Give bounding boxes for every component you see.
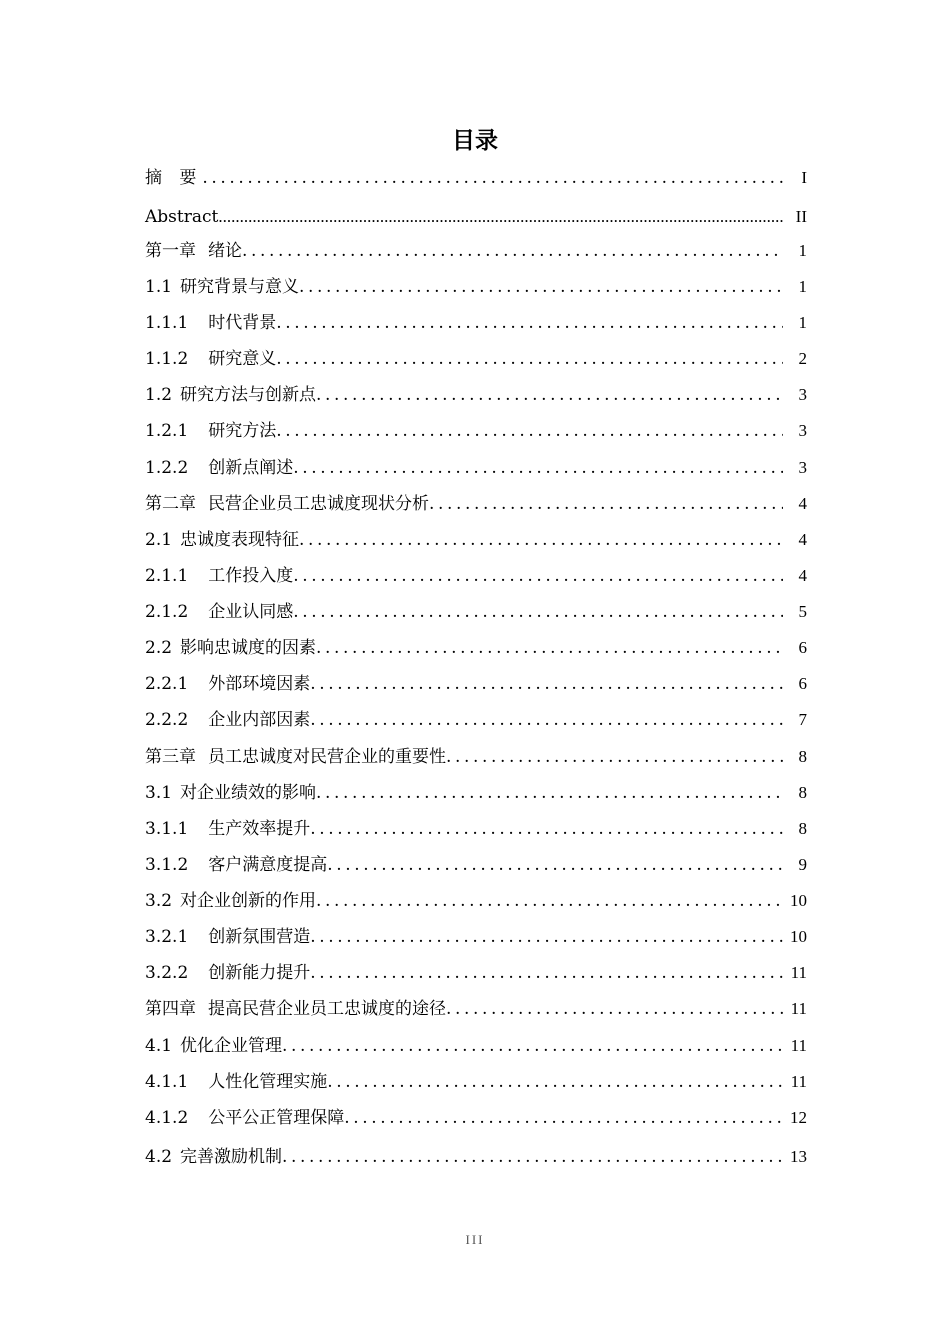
- toc-leader-dots: [316, 635, 783, 661]
- toc-entry-label: [145, 563, 293, 589]
- toc-entry-label: [145, 527, 299, 553]
- toc-entry-number: 第三章: [145, 747, 196, 767]
- toc-entry-label: [145, 1033, 282, 1059]
- toc-entry-text: 企业认同感: [208, 602, 294, 622]
- toc-entry-page-number: I: [801, 168, 807, 187]
- toc-entry-page-number: 10: [790, 927, 807, 946]
- toc-entry-number: 3.1.2: [145, 855, 189, 875]
- page-number-footer: III: [465, 1232, 485, 1247]
- toc-entry-page-number: 1: [798, 241, 807, 260]
- toc-entry-label: [145, 1105, 344, 1131]
- toc-entry-text: 优化企业管理: [180, 1036, 283, 1056]
- toc-entry-page-number: 13: [790, 1147, 807, 1166]
- toc-leader-dots: [310, 707, 783, 733]
- toc-entry-text: 公平公正管理保障: [208, 1108, 345, 1128]
- toc-leader-dots: [327, 852, 783, 878]
- toc-entry-number: 第四章: [145, 999, 196, 1019]
- toc-entry-number: 2.2.2: [145, 710, 189, 730]
- toc-leader-dots: [242, 238, 783, 264]
- toc-entry[interactable]: [145, 852, 807, 878]
- toc-entry-number: 3.2: [145, 891, 173, 911]
- toc-entry-number: 1.2.2: [145, 458, 189, 478]
- toc-entry[interactable]: [145, 563, 807, 589]
- toc-entry-page-number: 3: [798, 385, 807, 404]
- toc-entry-number: 1.1.2: [145, 349, 189, 369]
- toc-entry-label: [145, 491, 429, 517]
- toc-entry-label: [145, 310, 276, 336]
- toc-entry-text: 员工忠诚度对民营企业的重要性: [208, 747, 446, 767]
- toc-entry-text: 人性化管理实施: [208, 1072, 328, 1092]
- toc-entry-label: [145, 888, 316, 914]
- toc-entry-text: 工作投入度: [208, 566, 294, 586]
- toc-entry-label: [145, 1069, 327, 1095]
- toc-leader-dots: [299, 274, 783, 300]
- toc-entry-page-number: 11: [790, 963, 807, 982]
- toc-entry-page-number: 4: [798, 530, 807, 549]
- toc-entry[interactable]: [145, 274, 807, 300]
- toc-entry[interactable]: [145, 310, 807, 336]
- toc-entry[interactable]: [145, 924, 807, 950]
- toc-entry-text: 创新能力提升: [208, 963, 311, 983]
- toc-entry-label: [145, 346, 276, 372]
- toc-entry-text: 时代背景: [208, 313, 277, 333]
- toc-entry-number: 1.1: [145, 277, 173, 297]
- toc-entry-number: 4.1: [145, 1036, 173, 1056]
- toc-entry-number: 2.1.2: [145, 602, 189, 622]
- toc-entry-label: [145, 960, 310, 986]
- toc-entry-text: 企业内部因素: [208, 710, 311, 730]
- toc-entry[interactable]: [145, 382, 807, 408]
- toc-entry[interactable]: [145, 1033, 807, 1059]
- toc-leader-dots: [429, 491, 783, 517]
- toc-entry-number: 4.1.2: [145, 1108, 189, 1128]
- toc-entry-label: [145, 816, 310, 842]
- toc-entry-label: [145, 455, 293, 481]
- toc-leader-dots: [316, 382, 783, 408]
- toc-leader-dots: [293, 563, 783, 589]
- toc-leader-dots: [310, 924, 783, 950]
- toc-entry-page-number: 11: [790, 1036, 807, 1055]
- toc-entry-text: 摘 要: [145, 168, 203, 188]
- toc-leader-dots: [282, 1144, 783, 1170]
- toc-entry-page-number: 8: [798, 747, 807, 766]
- toc-entry-number: 1.2.1: [145, 421, 189, 441]
- toc-entry-text: 创新点阐述: [208, 458, 294, 478]
- toc-entry-page-number: 1: [798, 277, 807, 296]
- toc-entry[interactable]: [145, 204, 807, 230]
- toc-leader-dots: [276, 346, 783, 372]
- toc-entry[interactable]: [145, 346, 807, 372]
- toc-entry-label: [145, 635, 316, 661]
- toc-entry[interactable]: [145, 165, 807, 191]
- toc-leader-dots: [344, 1105, 783, 1131]
- toc-entry-label: [145, 671, 310, 697]
- toc-entry-page-number: 8: [798, 783, 807, 802]
- toc-leader-dots: [310, 671, 783, 697]
- toc-entry-text: 客户满意度提高: [208, 855, 328, 875]
- toc-entry-number: 2.1.1: [145, 566, 189, 586]
- toc-entry-number: 第一章: [145, 241, 196, 261]
- toc-entry-text: Abstract: [145, 207, 219, 227]
- toc-entry-number: 第二章: [145, 494, 196, 514]
- toc-leader-dots: [310, 960, 783, 986]
- toc-entry-label: [145, 780, 316, 806]
- toc-entry-page-number: 4: [798, 494, 807, 513]
- toc-title: 目录: [452, 128, 498, 154]
- toc-entry-number: 2.2: [145, 638, 173, 658]
- toc-entry-page-number: 8: [798, 819, 807, 838]
- toc-entry-label: [145, 165, 202, 191]
- toc-entry-page-number: 11: [790, 1072, 807, 1091]
- toc-entry-label: [145, 924, 310, 950]
- toc-entry[interactable]: [145, 491, 807, 517]
- toc-entry-label: [145, 1144, 282, 1170]
- toc-leader-dots: [293, 455, 783, 481]
- toc-entry[interactable]: [145, 816, 807, 842]
- toc-entry-page-number: 3: [798, 458, 807, 477]
- toc-leader-dots: [299, 527, 783, 553]
- toc-entry-page-number: 4: [798, 566, 807, 585]
- toc-entry-number: 1.1.1: [145, 313, 189, 333]
- toc-entry-page-number: 2: [798, 349, 807, 368]
- toc-entry-text: 绪论: [208, 241, 242, 261]
- toc-entry-label: [145, 204, 218, 230]
- toc-entry-number: 4.2: [145, 1147, 173, 1167]
- toc-entry-text: 研究方法与创新点: [180, 385, 317, 405]
- toc-entry[interactable]: [145, 707, 807, 733]
- toc-entry[interactable]: [145, 527, 807, 553]
- toc-entry-label: [145, 382, 316, 408]
- toc-entry[interactable]: [145, 780, 807, 806]
- toc-entry-page-number: 11: [790, 999, 807, 1018]
- toc-entry-text: 影响忠诚度的因素: [180, 638, 317, 658]
- toc-entry[interactable]: [145, 418, 807, 444]
- toc-leader-dots: [276, 418, 783, 444]
- toc-entry-text: 生产效率提升: [208, 819, 311, 839]
- toc-entry[interactable]: [145, 1105, 807, 1131]
- toc-entry-number: 1.2: [145, 385, 173, 405]
- toc-entry-number: 3.2.2: [145, 963, 189, 983]
- toc-entry-label: [145, 418, 276, 444]
- toc-entry[interactable]: [145, 455, 807, 481]
- toc-entry-text: 提高民营企业员工忠诚度的途径: [208, 999, 446, 1019]
- toc-leader-dots: [218, 204, 783, 230]
- toc-entry-page-number: 12: [790, 1108, 807, 1127]
- toc-entry-page-number: 7: [798, 710, 807, 729]
- toc-entry-text: 研究意义: [208, 349, 277, 369]
- toc-entry-text: 民营企业员工忠诚度现状分析: [208, 494, 429, 514]
- toc-entry-label: [145, 274, 299, 300]
- toc-entry-text: 外部环境因素: [208, 674, 311, 694]
- toc-entry-text: 研究方法: [208, 421, 277, 441]
- toc-entry-page-number: 3: [798, 421, 807, 440]
- toc-entry-page-number: 6: [798, 638, 807, 657]
- toc-entry[interactable]: [145, 888, 807, 914]
- toc-entry-label: [145, 707, 310, 733]
- toc-entry-number: 4.1.1: [145, 1072, 189, 1092]
- toc-entry-page-number: 5: [798, 602, 807, 621]
- toc-entry[interactable]: [145, 635, 807, 661]
- toc-leader-dots: [316, 780, 783, 806]
- toc-entry-number: 2.2.1: [145, 674, 189, 694]
- toc-entry-label: [145, 599, 293, 625]
- toc-leader-dots: [293, 599, 783, 625]
- toc-entry-number: 2.1: [145, 530, 173, 550]
- toc-entry-number: 3.2.1: [145, 927, 189, 947]
- toc-entry-label: [145, 744, 446, 770]
- toc-entry-page-number: II: [795, 207, 807, 226]
- toc-entry[interactable]: [145, 744, 807, 770]
- toc-entry-page-number: 10: [790, 891, 807, 910]
- toc-entry-page-number: 9: [798, 855, 807, 874]
- toc-leader-dots: [446, 744, 783, 770]
- toc-entry-text: 创新氛围营造: [208, 927, 311, 947]
- toc-entry-number: 3.1: [145, 783, 173, 803]
- toc-entry[interactable]: [145, 238, 807, 264]
- toc-entry-label: [145, 996, 446, 1022]
- toc-entry-text: 忠诚度表现特征: [180, 530, 300, 550]
- toc-entry-page-number: 1: [798, 313, 807, 332]
- toc-leader-dots: [316, 888, 783, 914]
- toc-entry-number: 3.1.1: [145, 819, 189, 839]
- toc-leader-dots: [327, 1069, 783, 1095]
- toc-entry[interactable]: [145, 996, 807, 1022]
- toc-leader-dots: [446, 996, 783, 1022]
- toc-entry-text: 对企业绩效的影响: [180, 783, 317, 803]
- toc-entry-page-number: 6: [798, 674, 807, 693]
- toc-leader-dots: [202, 165, 783, 191]
- toc-entry-text: 对企业创新的作用: [180, 891, 317, 911]
- toc-entry[interactable]: [145, 960, 807, 986]
- toc-entry-label: [145, 852, 327, 878]
- toc-entry[interactable]: [145, 1069, 807, 1095]
- toc-entry[interactable]: [145, 671, 807, 697]
- toc-entry-label: [145, 238, 242, 264]
- toc-leader-dots: [310, 816, 783, 842]
- toc-entry[interactable]: [145, 1144, 807, 1170]
- toc-leader-dots: [282, 1033, 783, 1059]
- toc-entry-text: 研究背景与意义: [180, 277, 300, 297]
- toc-leader-dots: [276, 310, 783, 336]
- toc-entry[interactable]: [145, 599, 807, 625]
- toc-entry-text: 完善激励机制: [180, 1147, 283, 1167]
